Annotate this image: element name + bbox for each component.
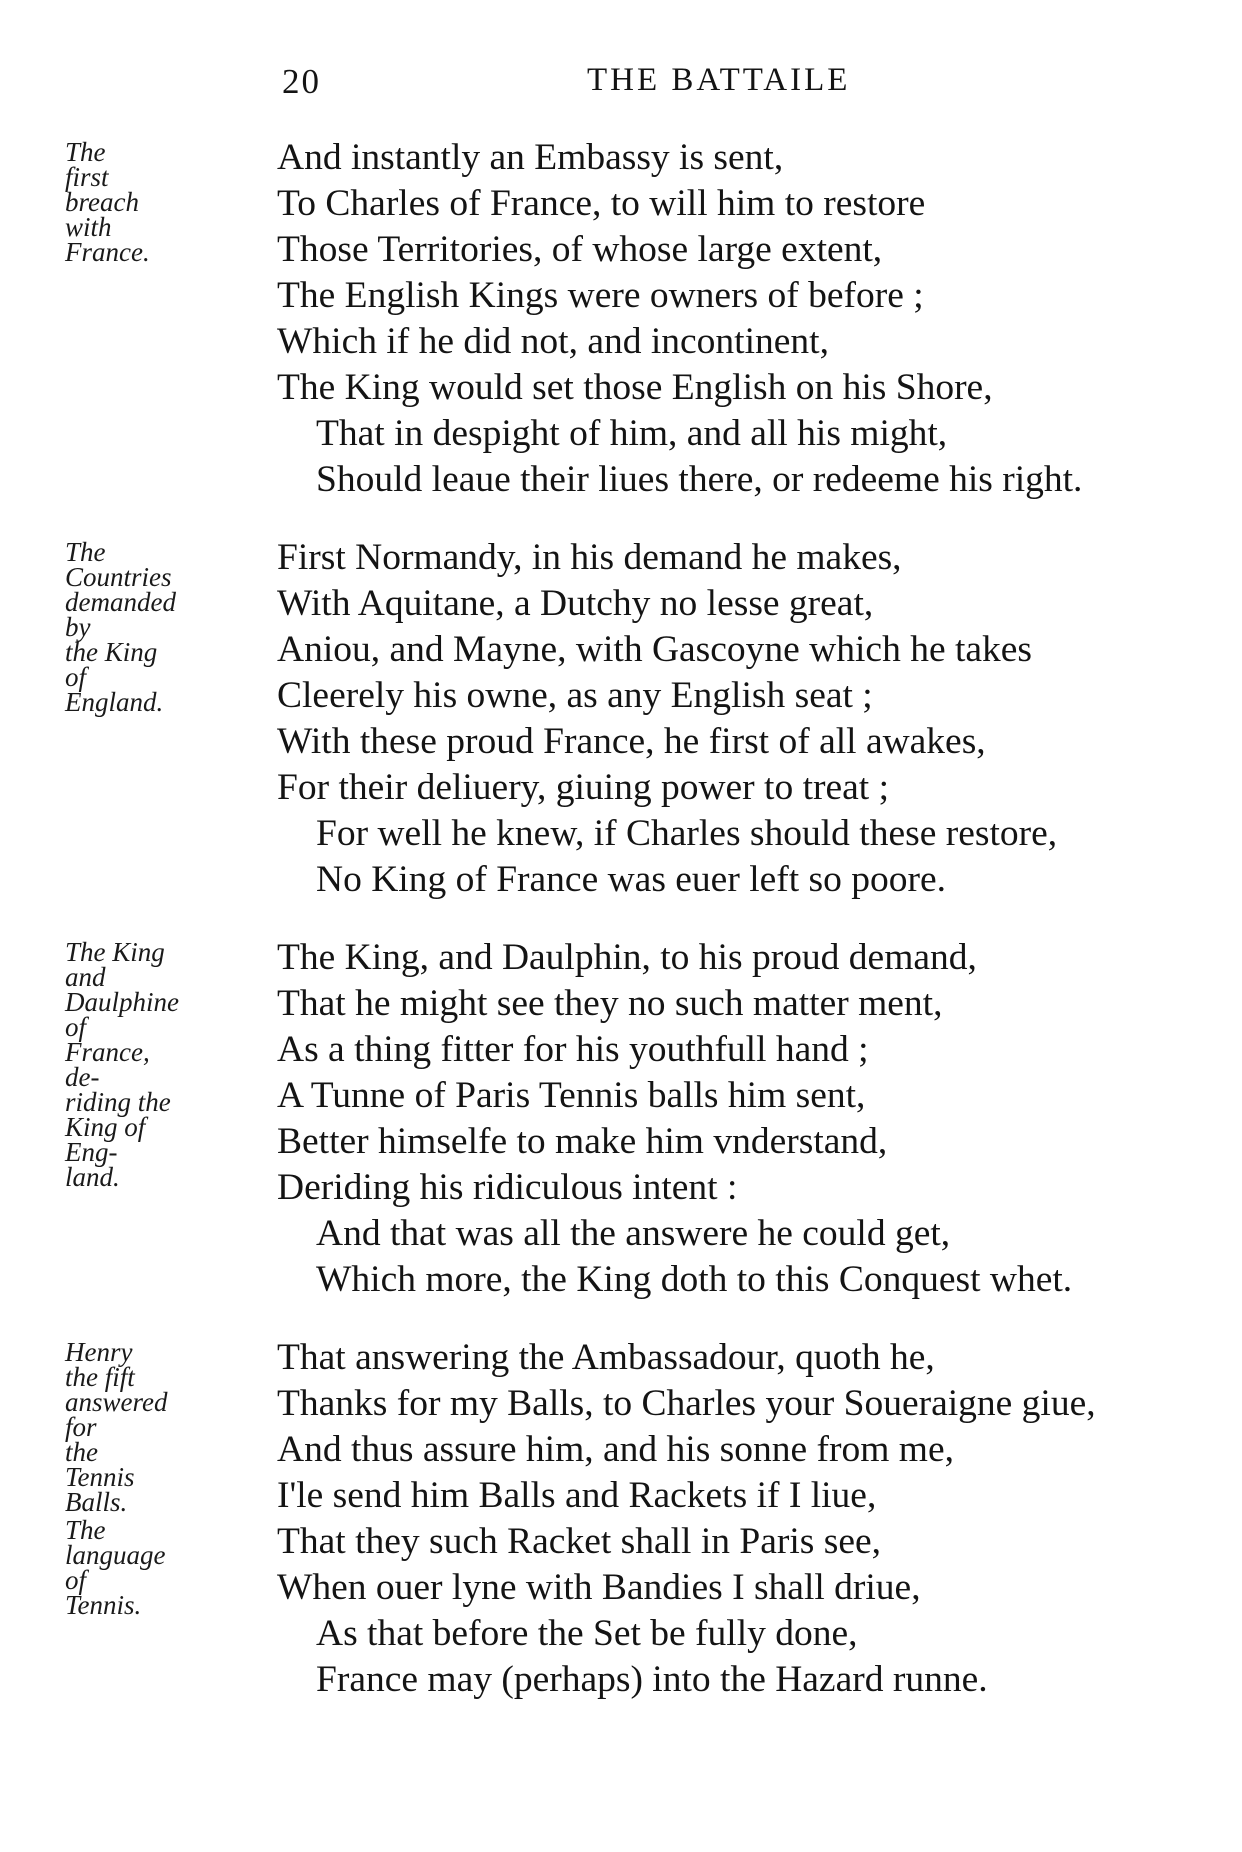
verse-line: And thus assure him, and his sonne from me, <box>277 1429 954 1470</box>
verse-line: No King of France was euer left so poore. <box>316 859 947 900</box>
verse-line: For their deliuery, giuing power to treat ; <box>277 767 889 808</box>
verse-line: A Tunne of Paris Tennis balls him sent, <box>277 1075 866 1116</box>
verse-line: Cleerely his owne, as any English seat ; <box>277 675 873 716</box>
verse-line: That answering the Ambassadour, quoth he, <box>277 1337 935 1378</box>
verse-line: As that before the Set be fully done, <box>316 1613 858 1654</box>
verse-line: As a thing fitter for his youthfull hand ; <box>277 1029 869 1070</box>
verse-line: The King, and Daulphin, to his proud demand, <box>277 937 977 978</box>
verse-line: I'le send him Balls and Rackets if I liue, <box>277 1475 877 1516</box>
verse-line: That in despight of him, and all his might, <box>316 413 948 454</box>
verse-line: Deriding his ridiculous intent : <box>277 1167 738 1208</box>
verse-line: Thanks for my Balls, to Charles your Soueraigne giue, <box>277 1383 1096 1424</box>
page-number: 20 <box>282 62 321 101</box>
verse-line: Those Territories, of whose large extent, <box>277 229 883 270</box>
verse-line: To Charles of France, to will him to restore <box>277 183 926 224</box>
verse-line: That they such Racket shall in Paris see, <box>277 1521 882 1562</box>
verse-line: Aniou, and Mayne, with Gascoyne which he takes <box>277 629 1033 670</box>
verse-line: With Aquitane, a Dutchy no lesse great, <box>277 583 874 624</box>
marginal-note: The Countries demanded by the King of England. <box>65 537 176 717</box>
marginal-note: The King and Daulphine of France, de- riding the King of Eng- land. <box>65 937 179 1192</box>
verse-line: When ouer lyne with Bandies I shall driue, <box>277 1567 921 1608</box>
verse-line: And that was all the answere he could get, <box>316 1213 951 1254</box>
verse-line: Better himselfe to make him vnderstand, <box>277 1121 888 1162</box>
verse-line: The English Kings were owners of before ; <box>277 275 924 316</box>
verse-line: And instantly an Embassy is sent, <box>277 137 784 178</box>
verse-line: Should leaue their liues there, or redeeme his right. <box>316 459 1083 500</box>
verse-line: The King would set those English on his Shore, <box>277 367 993 408</box>
verse-line: Which if he did not, and incontinent, <box>277 321 829 362</box>
running-title: THE BATTAILE <box>587 62 851 98</box>
verse-line: France may (perhaps) into the Hazard runne. <box>316 1659 988 1700</box>
verse-line: For well he knew, if Charles should these restore, <box>316 813 1058 854</box>
verse-line: First Normandy, in his demand he makes, <box>277 537 902 578</box>
marginal-note: The language of Tennis. <box>65 1515 166 1620</box>
verse-line: Which more, the King doth to this Conquest whet. <box>316 1259 1073 1300</box>
marginal-note: Henry the fift answered for the Tennis Balls. <box>65 1337 168 1517</box>
marginal-note: The first breach with France. <box>65 137 150 267</box>
verse-line: That he might see they no such matter ment, <box>277 983 943 1024</box>
verse-line: With these proud France, he first of all awakes, <box>277 721 986 762</box>
